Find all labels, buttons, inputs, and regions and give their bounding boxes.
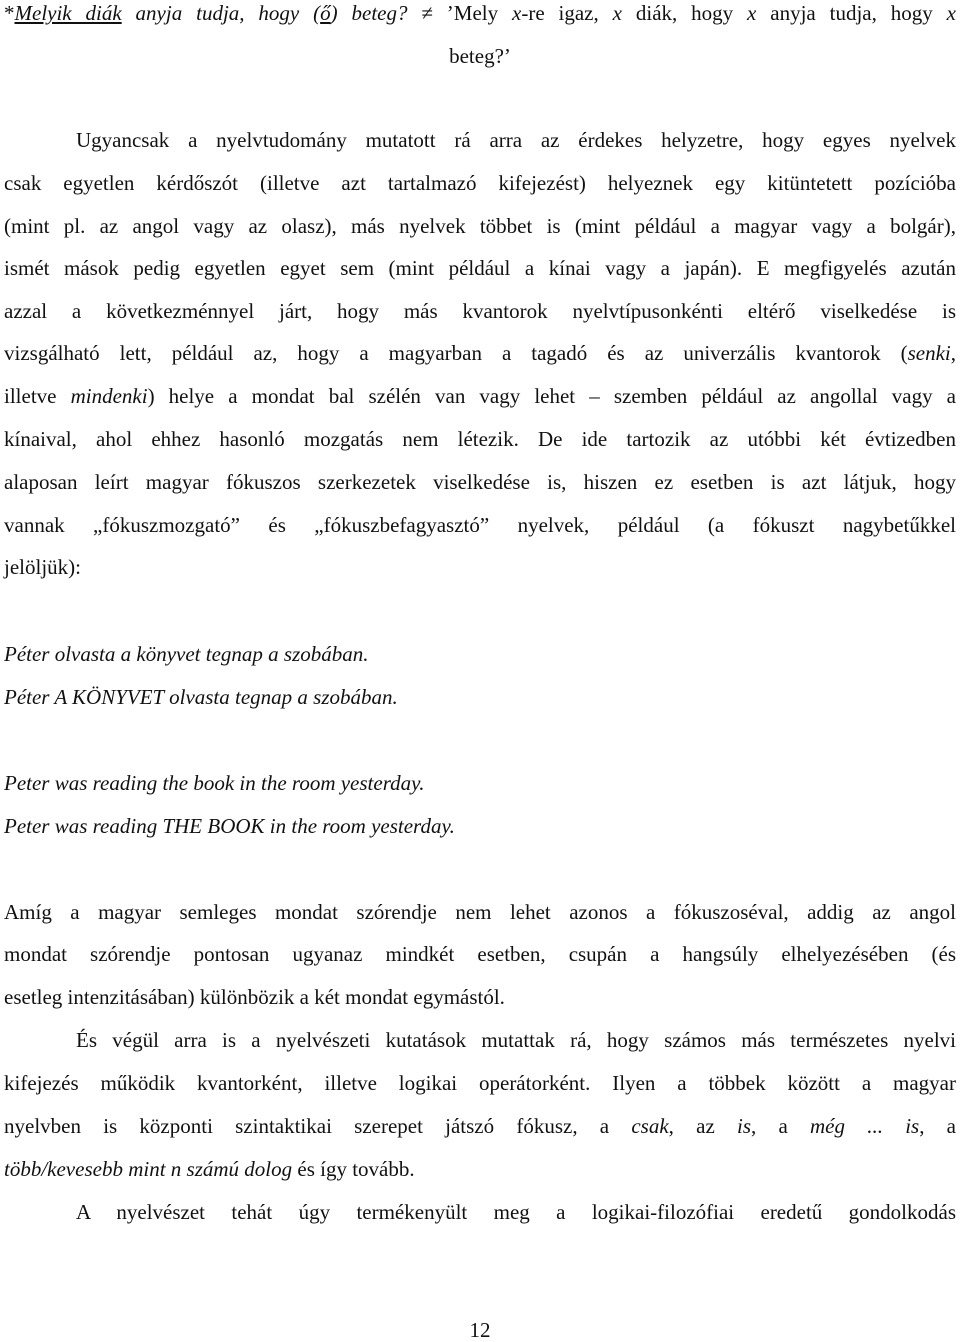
text-run: Peter was reading the book in the room yesterday. <box>4 771 425 795</box>
text-run: ) helye a mondat bal szélén van vagy lehet – szemben például az angollal vagy a <box>147 384 956 408</box>
text-run: ... <box>845 1114 906 1138</box>
paragraph-line: csak egyetlen kérdőszót (illetve azt tartalmazó kifejezést) helyeznek egy kitüntetett pozícióba <box>4 171 956 195</box>
text-run: , az <box>668 1114 737 1138</box>
text-run: vizsgálható lett, például az, hogy a magyarban a tagadó és az univerzális kvantorok ( <box>4 341 908 365</box>
text-run: és így tovább. <box>292 1157 415 1181</box>
paragraph-line: ismét mások pedig egyetlen egyet sem (mint például a kínai vagy a japán). E megfigyelés azután <box>4 256 956 280</box>
text-run: is <box>905 1114 920 1138</box>
text-run: Melyik diák <box>14 1 122 25</box>
example-sentence-en <box>4 770 956 796</box>
example-sentence-hu <box>4 641 956 667</box>
text-run: * <box>4 1 15 25</box>
text-run: Péter olvasta a könyvet tegnap a szobában. <box>4 642 369 666</box>
paragraph-line: alaposan leírt magyar fókuszos szerkezetek viselkedése is, hiszen ez esetben is azt látjuk, hogy <box>4 470 956 494</box>
paragraph-line: azzal a következménnyel járt, hogy más kvantorok nyelvtípusonkénti eltérő viselkedése is <box>4 299 956 323</box>
paragraph-line <box>4 1113 956 1139</box>
text-run: Peter was reading THE BOOK in the room yesterday. <box>4 814 455 838</box>
paragraph-line: jelöljük): <box>4 555 81 579</box>
text-run: ő <box>320 1 331 25</box>
text-run: , <box>950 341 956 365</box>
paragraph-line: A nyelvészet tehát úgy termékenyült meg a logikai-filozófiai eredetű gondolkodás <box>76 1200 956 1224</box>
text-run: -re igaz, <box>521 1 613 25</box>
text-run: x <box>612 1 622 25</box>
paragraph-line: És végül arra is a nyelvészeti kutatások mutattak rá, hogy számos más természetes nyelvi <box>76 1028 956 1052</box>
text-run: több/kevesebb mint n számú dolog <box>4 1157 293 1181</box>
document-page <box>4 0 956 1340</box>
text-run: nyelvben is központi szintaktikai szerepet játszó fókusz, a <box>4 1114 632 1138</box>
text-run: diák, hogy <box>621 1 748 25</box>
paragraph-line: mondat szórendje pontosan ugyanaz mindkét esetben, csupán a hangsúly elhelyezésében (és <box>4 942 956 966</box>
text-run: senki <box>907 341 951 365</box>
example-line-2: beteg?’ <box>449 44 511 68</box>
text-run: x <box>512 1 522 25</box>
paragraph-line: (mint pl. az angol vagy az olasz), más nyelvek többet is (mint például a magyar vagy a bolgár), <box>4 214 956 238</box>
text-run: Péter A KÖNYVET olvasta tegnap a szobában. <box>4 685 398 709</box>
text-run: , a <box>751 1114 810 1138</box>
text-run: x <box>946 1 956 25</box>
text-run: mindenki <box>70 384 148 408</box>
text-run: x <box>747 1 757 25</box>
paragraph-line: kifejezés működik kvantorként, illetve logikai operátorként. Ilyen a többek között a magyar <box>4 1071 956 1095</box>
text-run: ≠ ’Mely <box>407 1 512 25</box>
example-sentence-en <box>4 813 956 839</box>
paragraph-line <box>4 383 956 409</box>
text-run: csak <box>631 1114 669 1138</box>
text-run: még <box>810 1114 845 1138</box>
example-line-1 <box>4 0 956 26</box>
page-number: 12 <box>469 1318 491 1342</box>
paragraph-line: Amíg a magyar semleges mondat szórendje nem lehet azonos a fókuszoséval, addig az angol <box>4 900 956 924</box>
paragraph-line: esetleg intenzitásában) különbözik a két mondat egymástól. <box>4 985 505 1009</box>
text-run: illetve <box>4 384 71 408</box>
text-run: anyja tudja, hogy ( <box>121 1 321 25</box>
paragraph-line: Ugyancsak a nyelvtudomány mutatott rá arra az érdekes helyzetre, hogy egyes nyelvek <box>76 128 956 152</box>
example-sentence-hu <box>4 684 956 710</box>
text-run: ) beteg? <box>330 1 408 25</box>
paragraph-line: vannak „fókuszmozgató” és „fókuszbefagyasztó” nyelvek, például (a fókuszt nagybetűkkel <box>4 513 956 537</box>
paragraph-line <box>4 340 956 366</box>
text-run: , a <box>919 1114 956 1138</box>
text-run: is <box>736 1114 751 1138</box>
text-run: anyja tudja, hogy <box>756 1 947 25</box>
paragraph-line: kínaival, ahol ehhez hasonló mozgatás nem létezik. De ide tartozik az utóbbi két évtizedben <box>4 427 956 451</box>
paragraph-line <box>4 1156 956 1182</box>
